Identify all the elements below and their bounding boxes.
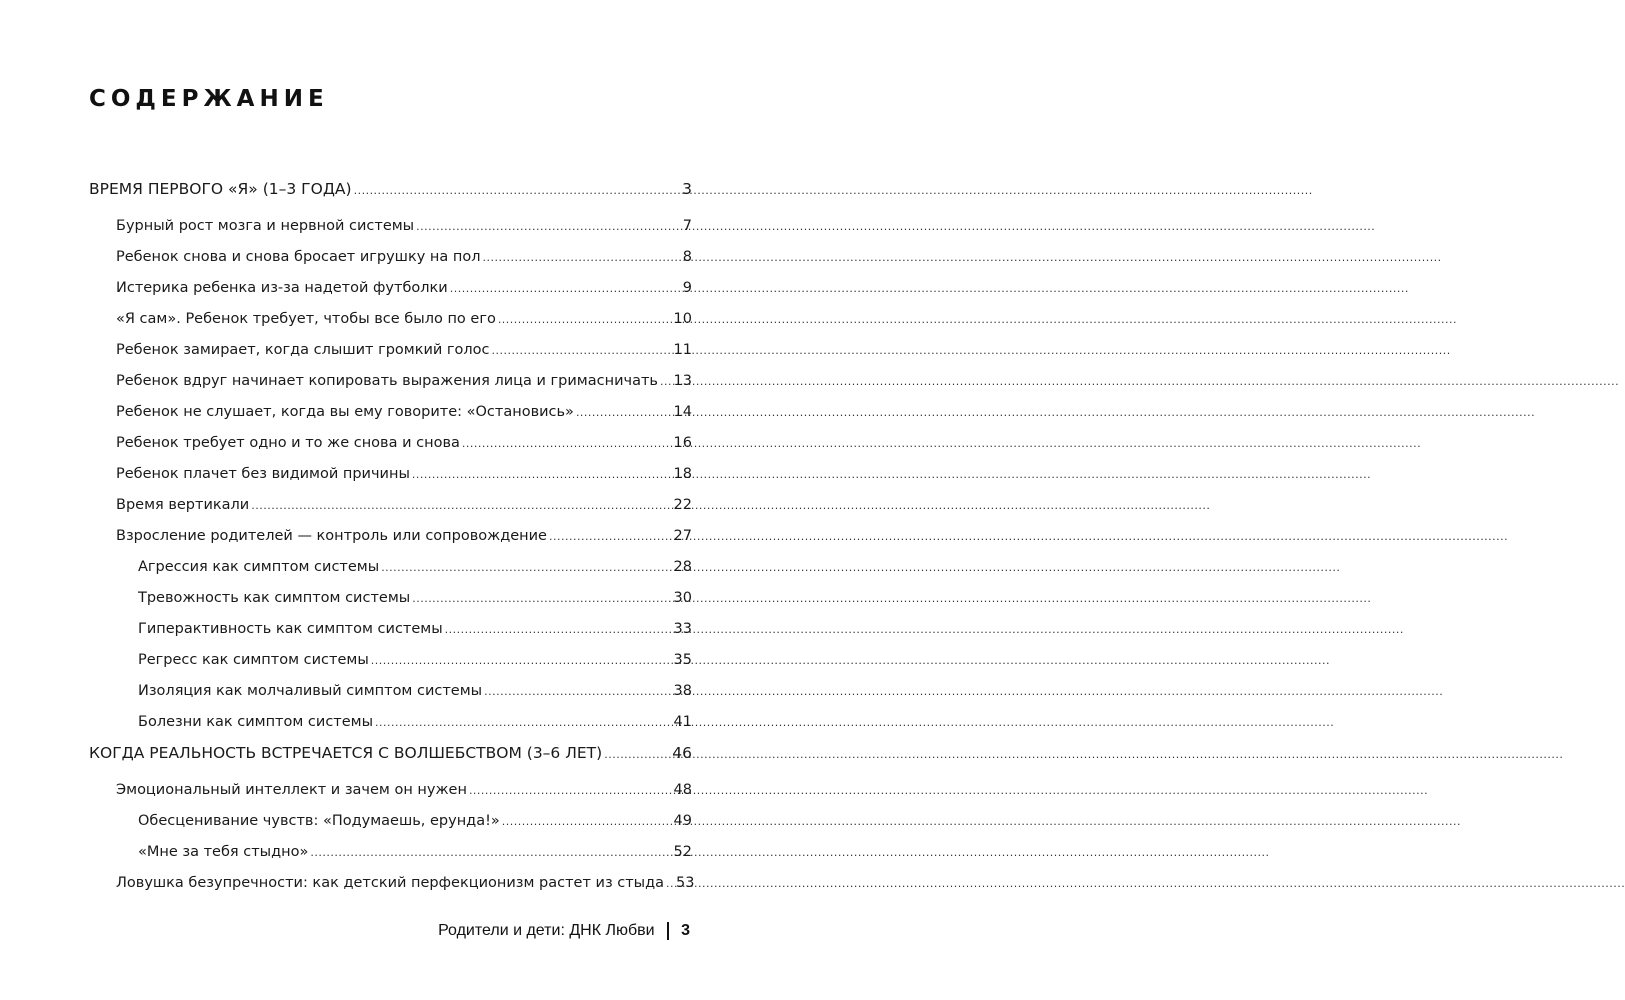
dot-leader xyxy=(549,525,672,549)
toc-entry-page: 46 xyxy=(672,744,692,762)
toc-entry-page: 11 xyxy=(673,342,692,358)
toc-section xyxy=(116,245,692,269)
toc-section xyxy=(116,276,692,300)
toc-section xyxy=(116,369,692,393)
toc-subsection xyxy=(138,617,692,641)
toc-entry-title: Болезни как симптом системы xyxy=(138,714,374,730)
toc-entry-title: Изоляция как молчаливый симптом системы xyxy=(138,683,483,699)
toc-entry-page: 14 xyxy=(673,404,692,420)
toc-entry-page: 8 xyxy=(682,249,692,265)
page-footer xyxy=(438,922,690,940)
toc-entry-page: 48 xyxy=(673,782,692,798)
dot-leader xyxy=(498,308,672,332)
toc-entry-page: 53 xyxy=(676,875,695,891)
toc-entry-page: 33 xyxy=(673,621,692,637)
dot-leader xyxy=(660,370,672,394)
toc-entry-page: 41 xyxy=(673,714,692,730)
toc-entry-title: Гиперактивность как симптом системы xyxy=(138,621,443,637)
toc-entry-page: 13 xyxy=(673,373,692,389)
dot-leader xyxy=(375,711,672,735)
toc-subsection xyxy=(138,679,692,703)
dot-leader xyxy=(251,494,671,518)
toc-entry-title: Ребенок вдруг начинает копировать выражения лица и гримасничать xyxy=(116,373,658,389)
toc-entry-title: Агрессия как симптом системы xyxy=(138,559,380,575)
dot-leader xyxy=(604,743,670,767)
dot-leader xyxy=(462,432,672,456)
toc-entry-title: Ребенок не слушает, когда вы ему говорите: «Остановись» xyxy=(116,404,574,420)
toc-subsection xyxy=(138,586,692,610)
toc-entry-page: 28 xyxy=(673,559,692,575)
dot-leader xyxy=(381,556,671,580)
dot-leader xyxy=(576,401,672,425)
toc-entry-title: Бурный рост мозга и нервной системы xyxy=(116,218,415,234)
toc-entry-title: «Я сам». Ребенок требует, чтобы все было по его xyxy=(116,311,496,327)
toc-entry-page: 7 xyxy=(682,218,692,234)
dot-leader xyxy=(492,339,672,363)
toc-section xyxy=(116,307,692,331)
toc-entry-page: 49 xyxy=(673,813,692,829)
toc-entry-title: ВРЕМЯ ПЕРВОГО «Я» (1–3 ГОДА) xyxy=(89,180,352,198)
toc-entry-page: 30 xyxy=(673,590,692,606)
toc-entry-title: Тревожность как симптом системы xyxy=(138,590,411,606)
toc-entry-page: 9 xyxy=(682,280,692,296)
footer-divider xyxy=(667,922,670,940)
toc-subsection xyxy=(138,840,692,864)
toc-section xyxy=(116,778,692,802)
toc-section xyxy=(116,462,692,486)
toc-chapter xyxy=(89,741,692,765)
toc-section xyxy=(116,338,692,362)
toc-entry-title: Ребенок плачет без видимой причины xyxy=(116,466,410,482)
toc-entry-title: Ловушка безупречности: как детский перфекционизм растет из стыда xyxy=(116,875,665,891)
dot-leader xyxy=(484,680,671,704)
toc-entry-title: КОГДА РЕАЛЬНОСТЬ ВСТРЕЧАЕТСЯ С ВОЛШЕБСТВОМ (3–6 ЛЕТ) xyxy=(89,744,603,762)
dot-leader xyxy=(310,841,671,865)
toc-entry-page: 22 xyxy=(673,497,692,513)
toc-section xyxy=(116,871,695,895)
table-of-contents xyxy=(0,0,800,1000)
dot-leader xyxy=(469,779,672,803)
footer-page-number: 3 xyxy=(681,922,690,939)
toc-entry-title: Взросление родителей — контроль или сопровождение xyxy=(116,528,547,544)
toc-section xyxy=(116,431,692,455)
dot-leader xyxy=(416,215,681,239)
dot-leader xyxy=(666,872,674,896)
dot-leader xyxy=(371,649,672,673)
toc-entry-title: Время вертикали xyxy=(116,497,250,513)
dot-leader xyxy=(450,277,681,301)
toc-subsection xyxy=(138,710,692,734)
dot-leader xyxy=(412,587,671,611)
dot-leader xyxy=(483,246,681,270)
toc-section xyxy=(116,400,692,424)
toc-entry-title: «Мне за тебя стыдно» xyxy=(138,844,309,860)
toc-entry-page: 35 xyxy=(673,652,692,668)
dot-leader xyxy=(502,810,672,834)
toc-entry-title: Эмоциональный интеллект и зачем он нужен xyxy=(116,782,467,798)
toc-section xyxy=(116,214,692,238)
toc-entry-title: Истерика ребенка из-за надетой футболки xyxy=(116,280,448,296)
footer-book-title: Родители и дети: ДНК Любви xyxy=(438,922,655,939)
toc-entry-page: 18 xyxy=(673,466,692,482)
toc-subsection xyxy=(138,809,692,833)
dot-leader xyxy=(412,463,672,487)
toc-chapter xyxy=(89,177,692,201)
toc-entry-title: Ребенок замирает, когда слышит громкий голос xyxy=(116,342,490,358)
page-title: СОДЕРЖАНИЕ xyxy=(89,86,329,112)
toc-entry-title: Обесценивание чувств: «Подумаешь, ерунда!» xyxy=(138,813,500,829)
toc-entry-title: Регресс как симптом системы xyxy=(138,652,369,668)
toc-entry-page: 38 xyxy=(673,683,692,699)
toc-subsection xyxy=(138,555,692,579)
toc-entry-title: Ребенок снова и снова бросает игрушку на пол xyxy=(116,249,481,265)
toc-entry-title: Ребенок требует одно и то же снова и снова xyxy=(116,435,460,451)
toc-section xyxy=(116,493,692,517)
dot-leader xyxy=(354,179,681,203)
toc-entry-page: 10 xyxy=(673,311,692,327)
toc-entry-page: 27 xyxy=(673,528,692,544)
toc-entry-page: 52 xyxy=(673,844,692,860)
dot-leader xyxy=(445,618,672,642)
toc-entry-page: 16 xyxy=(673,435,692,451)
toc-section xyxy=(116,524,692,548)
toc-entry-page: 3 xyxy=(682,180,692,198)
toc-subsection xyxy=(138,648,692,672)
